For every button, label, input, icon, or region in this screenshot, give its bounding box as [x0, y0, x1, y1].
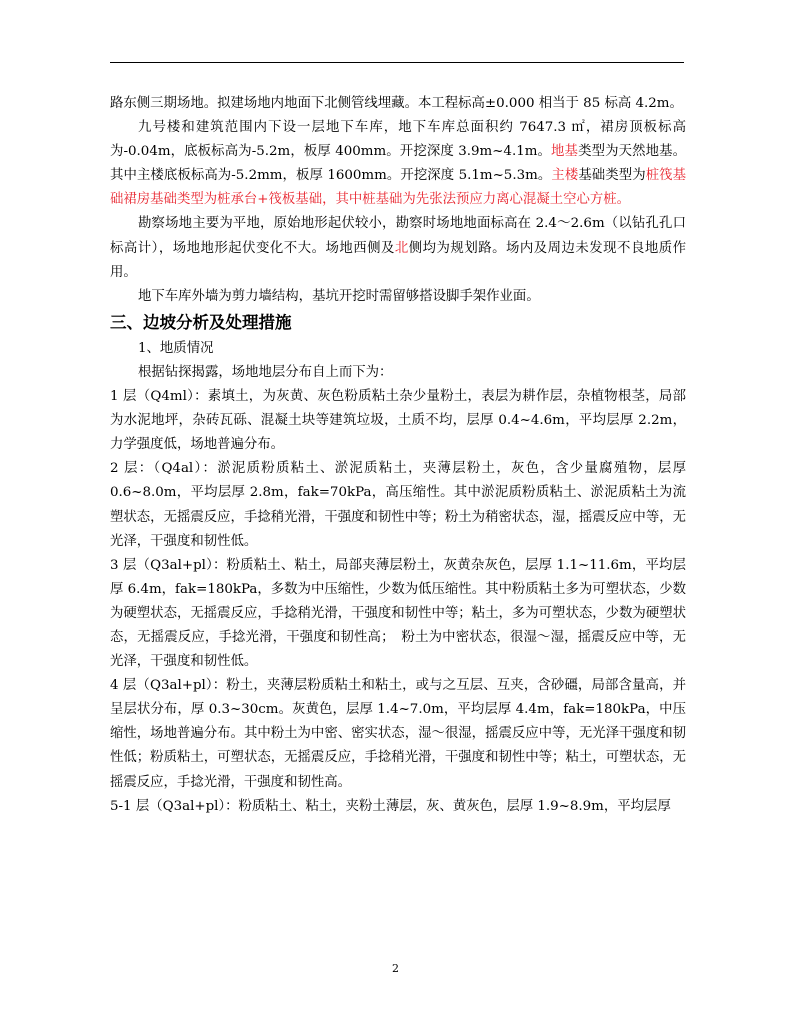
text-run: 类型为天然地基。其中主楼底板标高为-5.2mm，板厚 1600mm。开挖深度 5.1m~5.3m。 [110, 144, 687, 184]
text-run: 5-1 层（Q3al+pl）：粉质粘土、粘土，夹粉土薄层，灰、黄灰色，层厚 1.9~8.9m，平均层厚 [110, 798, 671, 814]
text-run: 九号楼和建筑范围内下设一层地下车库，地下车库总面积约 7647.3 ㎡，裙房顶板标高为-0.04m，底板标高为-5.2m，板厚 400mm。开挖深度 3.9m~4.1m。 [110, 120, 686, 160]
text-run: 1 层（Q4ml）：素填土，为灰黄、灰色粉质粘土杂少量粉土，表层为耕作层，杂植物根茎，局部为水泥地坪，杂砖瓦砾、混凝土块等建筑垃圾，土质不均，层厚 0.4~4.6m，平均层厚 2.2m，力学强度低，场地普遍分布。 [110, 389, 686, 453]
highlighted-text: 北 [394, 240, 409, 256]
highlighted-text: 主楼 [551, 168, 579, 184]
page-number: 2 [392, 962, 399, 975]
text-run: 3 层（Q3al+pl）：粉质粘土、粘土，局部夹薄层粉土，灰黄杂灰色，层厚 1.1~11.6m，平均层厚 6.4m，fak=180kPa，多数为中压缩性，少数为低压缩性。其中粉质粘土多为可塑状态，少数为硬塑状态，无摇震反应，手捻稍光滑，干强度和韧性中等；粘土，多为可塑状态，少数为硬塑状态，无摇震反应，手捻光滑，干强度和韧性高； 粉土为中密状态，很湿～湿，摇震反应中等，无光泽，干强度和韧性低。 [110, 557, 686, 670]
text-run: 根据钻探揭露，场地地层分布自上而下为： [138, 364, 393, 380]
header-rule [110, 62, 684, 63]
text-run: 4 层（Q3al+pl）：粉土，夹薄层粉质粘土和粘土，或与之互层、互夹，含砂礓，局部含量高，并呈层状分布，厚 0.3~30cm。灰黄色，层厚 1.4~7.0m，平均层厚 4.4m，fak=180kPa，中压缩性，场地普遍分布。其中粉土为中密、密实状态，湿～很湿，摇震反应中等，无光泽干强度和韧性低；粉质粘土，可塑状态，无摇震反应，手捻稍光滑，干强度和韧性中等；粘土，可塑状态，无摇震反应，手捻光滑，干强度和韧性高。 [110, 678, 686, 790]
paragraph [110, 674, 686, 794]
text-run: 基础类型为 [578, 168, 646, 184]
section-heading [110, 311, 686, 335]
text-run: 地下车库外墙为剪力墙结构，基坑开挖时需留够搭设脚手架作业面。 [138, 288, 540, 304]
paragraph [110, 212, 686, 284]
text-run: 侧均为规划路。场内及周边未发现不良地质作用。 [110, 240, 686, 280]
paragraph [110, 457, 686, 553]
paragraph [110, 385, 686, 457]
document-body [110, 92, 686, 819]
paragraph [110, 92, 686, 116]
paragraph [110, 554, 686, 674]
paragraph [110, 361, 686, 385]
paragraph [110, 795, 686, 819]
text-run: 三、边坡分析及处理措施 [110, 312, 292, 332]
highlighted-text: 桩筏基础裙房基础类型为桩承台+筏板基础，其中桩基础为先张法预应力离心混凝土空心方桩。 [110, 168, 687, 208]
paragraph [110, 285, 686, 309]
text-run: 勘察场地主要为平地，原始地形起伏较小，勘察时场地地面标高在 2.4～2.6m（以钻孔孔口标高计），场地地形起伏变化不大。场地西侧及 [110, 216, 686, 256]
text-run: 1、地质情况 [138, 340, 214, 356]
text-run: 路东侧三期场地。拟建场地内地面下北侧管线埋藏。本工程标高±0.000 相当于 85 标高 4.2m。 [110, 96, 683, 111]
paragraph [110, 337, 686, 361]
text-run: 2 层：（Q4al）：淤泥质粉质粘土、淤泥质粘土，夹薄层粉土，灰色，含少量腐殖物，层厚 0.6~8.0m，平均层厚 2.8m，fak=70kPa，高压缩性。其中淤泥质粉质粘土、淤泥质粘土为流塑状态，无摇震反应，手捻稍光滑，干强度和韧性中等；粉土为稍密状态，湿，摇震反应中等，无光泽，干强度和韧性低。 [110, 461, 686, 549]
highlighted-text: 地基 [551, 144, 579, 160]
paragraph [110, 116, 686, 212]
